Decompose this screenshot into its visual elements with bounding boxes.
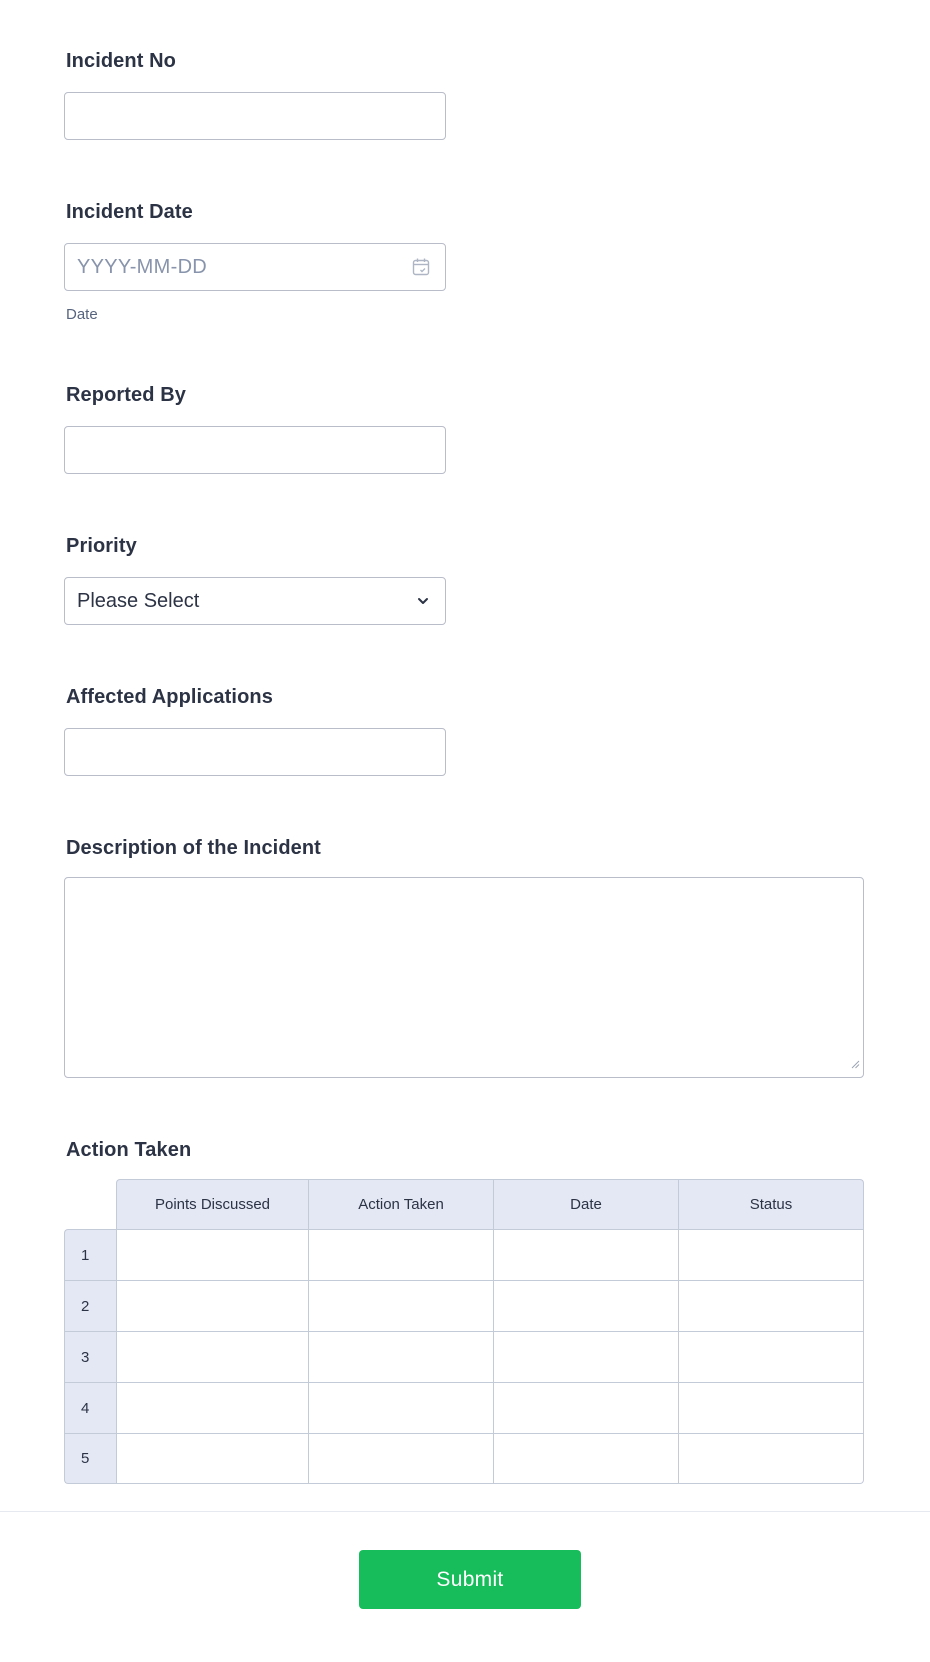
column-header-status: Status xyxy=(679,1179,864,1229)
matrix-cell[interactable] xyxy=(494,1433,679,1484)
form-divider xyxy=(0,1511,930,1512)
matrix-cell[interactable] xyxy=(309,1331,494,1382)
table-row xyxy=(64,1433,864,1484)
matrix-cell[interactable] xyxy=(309,1433,494,1484)
incident-date-label: Incident Date xyxy=(66,201,193,223)
matrix-cell[interactable] xyxy=(679,1382,864,1433)
row-header: 3 xyxy=(64,1331,116,1382)
priority-selected-value: Please Select xyxy=(77,589,200,612)
table-row xyxy=(64,1331,864,1382)
reported-by-label: Reported By xyxy=(66,384,187,406)
matrix-cell[interactable] xyxy=(494,1331,679,1382)
matrix-cell[interactable] xyxy=(309,1229,494,1280)
incident-date-sublabel: Date xyxy=(66,306,98,323)
column-header-date: Date xyxy=(494,1179,679,1229)
resize-handle-icon[interactable] xyxy=(850,1056,860,1074)
table-row xyxy=(64,1382,864,1433)
matrix-cell[interactable] xyxy=(679,1433,864,1484)
priority-select[interactable] xyxy=(64,577,446,625)
table-row xyxy=(64,1280,864,1331)
matrix-cell[interactable] xyxy=(494,1280,679,1331)
submit-button[interactable]: Submit xyxy=(359,1550,581,1609)
column-header-points-discussed: Points Discussed xyxy=(116,1179,309,1229)
priority-label: Priority xyxy=(66,535,137,557)
row-header: 1 xyxy=(64,1229,116,1280)
incident-date-placeholder: YYYY-MM-DD xyxy=(77,255,208,278)
chevron-down-icon[interactable] xyxy=(415,593,431,609)
matrix-corner xyxy=(64,1179,116,1229)
incident-no-input[interactable] xyxy=(64,92,446,140)
matrix-cell[interactable] xyxy=(116,1433,309,1484)
matrix-cell[interactable] xyxy=(116,1229,309,1280)
action-taken-matrix xyxy=(64,1179,864,1484)
reported-by-input[interactable] xyxy=(64,426,446,474)
matrix-cell[interactable] xyxy=(116,1280,309,1331)
table-row xyxy=(64,1229,864,1280)
row-header: 5 xyxy=(64,1433,116,1484)
matrix-cell[interactable] xyxy=(116,1382,309,1433)
incident-no-label: Incident No xyxy=(66,50,176,72)
calendar-icon[interactable] xyxy=(411,257,431,277)
row-header: 2 xyxy=(64,1280,116,1331)
matrix-cell[interactable] xyxy=(309,1382,494,1433)
description-textarea[interactable] xyxy=(64,877,864,1078)
affected-applications-label: Affected Applications xyxy=(66,686,273,708)
action-taken-label: Action Taken xyxy=(66,1139,192,1161)
matrix-cell[interactable] xyxy=(679,1331,864,1382)
matrix-cell[interactable] xyxy=(679,1280,864,1331)
matrix-cell[interactable] xyxy=(309,1280,494,1331)
column-header-action-taken: Action Taken xyxy=(309,1179,494,1229)
description-label: Description of the Incident xyxy=(66,837,321,859)
matrix-cell[interactable] xyxy=(494,1382,679,1433)
row-header: 4 xyxy=(64,1382,116,1433)
matrix-cell[interactable] xyxy=(679,1229,864,1280)
matrix-cell[interactable] xyxy=(116,1331,309,1382)
matrix-cell[interactable] xyxy=(494,1229,679,1280)
incident-date-input[interactable] xyxy=(64,243,446,291)
affected-applications-input[interactable] xyxy=(64,728,446,776)
